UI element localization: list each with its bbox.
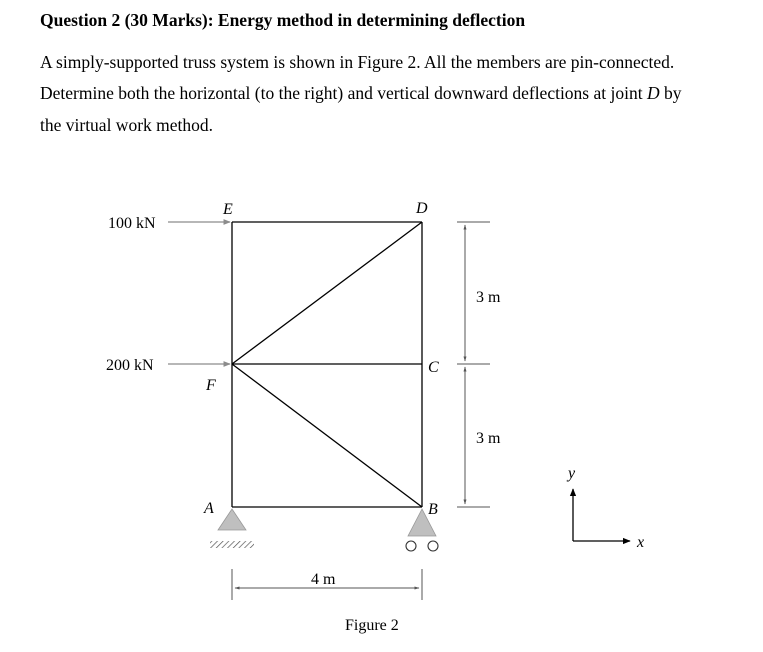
joint-label-E: E bbox=[223, 201, 233, 218]
figure-caption: Figure 2 bbox=[345, 617, 399, 634]
dimension-lower-label: 3 m bbox=[476, 430, 501, 447]
joint-label-C: C bbox=[428, 359, 439, 376]
line-2-text-b: by bbox=[659, 83, 682, 103]
line-2-text-a: Determine both the horizontal (to the right) and vertical downward deflections at joint bbox=[40, 83, 647, 103]
joint-label-B: B bbox=[428, 501, 438, 518]
member-FB bbox=[232, 364, 422, 507]
load-200kn-label: 200 kN bbox=[106, 357, 154, 374]
coordinate-axes bbox=[566, 465, 644, 551]
dimension-width-label: 4 m bbox=[311, 571, 336, 588]
line-2-joint: D bbox=[646, 83, 660, 103]
joint-label-D: D bbox=[416, 200, 428, 217]
line-3-text: the virtual work method. bbox=[40, 115, 214, 135]
pin-support-A bbox=[210, 509, 254, 548]
load-200kn bbox=[106, 357, 230, 374]
truss-members bbox=[232, 222, 422, 507]
dimension-upper-label: 3 m bbox=[476, 289, 501, 306]
line-1-text: A simply-supported truss system is shown in Figure 2. All the members are pin-connected. bbox=[40, 52, 675, 72]
member-FD bbox=[232, 222, 422, 364]
load-100kn bbox=[108, 215, 230, 232]
load-100kn-label: 100 kN bbox=[108, 215, 156, 232]
vertical-dimension bbox=[457, 222, 490, 507]
joint-label-F: F bbox=[206, 377, 216, 394]
axis-x-label: x bbox=[637, 534, 645, 551]
axis-y-label: y bbox=[568, 465, 576, 482]
question-title: Question 2 (30 Marks): Energy method in determining deflection bbox=[40, 10, 526, 30]
joint-label-A: A bbox=[204, 500, 214, 517]
